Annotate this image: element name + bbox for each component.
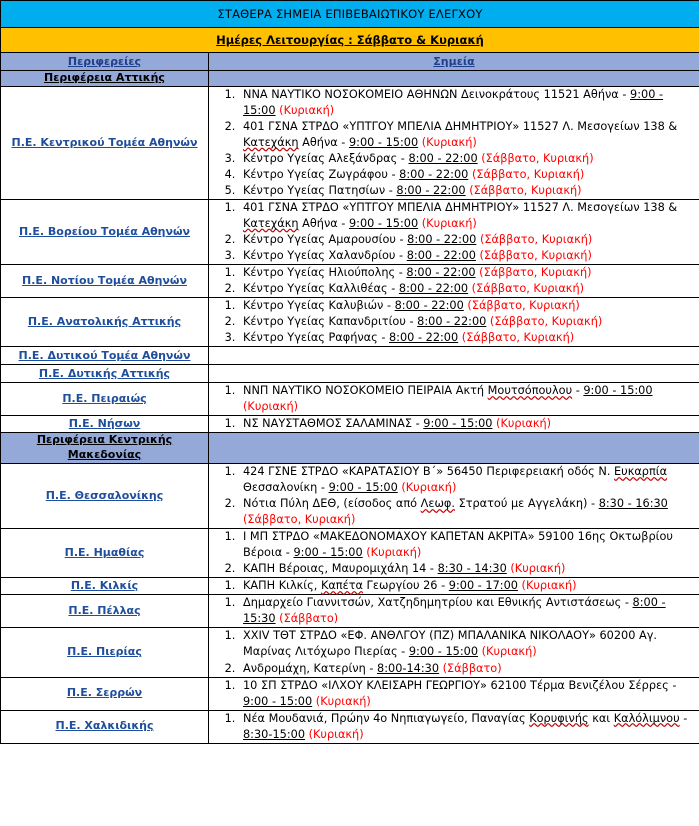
- region-points-cell: [209, 529, 699, 578]
- list-item: 4. Κέντρο Υγείας Ζωγράφου - 8:00 - 22:00 (Σάββατο, Κυριακή): [239, 167, 699, 183]
- region-name-cell[interactable]: [1, 200, 209, 265]
- region-name-label: Π.Ε. Σερρών: [66, 686, 143, 700]
- points-list: [209, 298, 699, 346]
- region-points-cell: [209, 365, 699, 383]
- region-name-label: Π.Ε. Πέλλας: [68, 604, 141, 618]
- points-list: [209, 595, 699, 627]
- region-points-cell: [209, 710, 699, 743]
- region-name-label: Π.Ε. Κεντρικού Τομέα Αθηνών: [11, 135, 198, 149]
- region-name-label: Π.Ε. Ανατολικής Αττικής: [27, 315, 182, 329]
- region-name-cell[interactable]: [1, 365, 209, 383]
- list-item: 2. 401 ΓΣΝΑ ΣΤΡΔΟ «ΥΠΤΓΟΥ ΜΠΕΛΙΑ ΔΗΜΗΤΡΙΟΥ» 11527 Λ. Μεσογείων 138 & Κατεχάκη Αθήνα - 9:00 - 15:00 (Κυριακή): [239, 119, 699, 151]
- points-list: [209, 628, 699, 676]
- region-group-points-empty: [209, 433, 699, 464]
- points-list: [209, 464, 699, 528]
- column-header-regions: [1, 53, 209, 71]
- list-item: 1. XXIV ΤΘΤ ΣΤΡΔΟ «ΕΦ. ΑΝΘΛΓΟΥ (ΠΖ) ΜΠΑΛΑΝΙΚΑ ΝΙΚΟΛΑΟΥ» 60200 Αγ. Μαρίνας Λιτόχωρο Πιερίας - 9:00 - 15:00 (Κυριακή): [239, 628, 699, 660]
- region-points-cell: [209, 578, 699, 595]
- table-row: [1, 365, 699, 383]
- region-points-cell: [209, 383, 699, 416]
- points-list: [209, 578, 699, 594]
- table-row: [1, 298, 699, 347]
- region-points-cell: [209, 86, 699, 199]
- region-points-cell: [209, 347, 699, 365]
- list-item: 3. Κέντρο Υγείας Ραφήνας - 8:00 - 22:00 (Σάββατο, Κυριακή): [239, 330, 699, 346]
- points-list: [209, 529, 699, 577]
- region-name-cell[interactable]: [1, 265, 209, 298]
- region-points-cell: [209, 677, 699, 710]
- table-row: [1, 347, 699, 365]
- points-list: [209, 711, 699, 743]
- region-points-cell: [209, 595, 699, 628]
- table-row: [1, 710, 699, 743]
- operating-days-text: Ημέρες Λειτουργίας : Σάββατο & Κυριακή: [216, 33, 484, 47]
- list-item: 2. Νότια Πύλη ΔΕΘ, (είσοδος από Λεωφ. Στρατού με Αγγελάκη) - 8:30 - 16:30 (Σάββατο, Κυριακή): [239, 496, 699, 528]
- table-row: [1, 265, 699, 298]
- region-name-label: Π.Ε. Χαλκιδικής: [55, 719, 154, 733]
- table-row: [1, 464, 699, 529]
- table-row: [1, 200, 699, 265]
- region-points-cell: [209, 298, 699, 347]
- region-name-cell[interactable]: [1, 595, 209, 628]
- list-item: 1. 424 ΓΣΝΕ ΣΤΡΔΟ «ΚΑΡΑΤΑΣΙΟΥ Β΄» 56450 Περιφερειακή οδός Ν. Ευκαρπία Θεσσαλονίκη - 9:00 - 15:00 (Κυριακή): [239, 464, 699, 496]
- list-item: 1. Δημαρχείο Γιαννιτσών, Χατζηδημητρίου και Εθνικής Αντιστάσεως - 8:00 - 15:30 (Σάββατο): [239, 595, 699, 627]
- region-name-label: Π.Ε. Νοτίου Τομέα Αθηνών: [22, 274, 187, 288]
- table-row: [1, 383, 699, 416]
- region-name-cell[interactable]: [1, 677, 209, 710]
- region-name-cell[interactable]: [1, 416, 209, 433]
- region-name-cell[interactable]: [1, 529, 209, 578]
- list-item: 2. Κέντρο Υγείας Καπανδριτίου - 8:00 - 22:00 (Σάββατο, Κυριακή): [239, 314, 699, 330]
- list-item: 1. ΝΝΠ ΝΑΥΤΙΚΟ ΝΟΣΟΚΟΜΕΙΟ ΠΕΙΡΑΙΑ Ακτή Μουτσόπουλου - 9:00 - 15:00 (Κυριακή): [239, 383, 699, 415]
- region-name-cell[interactable]: [1, 86, 209, 199]
- points-list: [209, 200, 699, 264]
- table-row: [1, 628, 699, 677]
- region-name-label: Π.Ε. Πιερίας: [67, 645, 142, 659]
- region-group-header: [1, 433, 209, 464]
- list-item: 2. Κέντρο Υγείας Καλλιθέας - 8:00 - 22:00 (Σάββατο, Κυριακή): [239, 281, 699, 297]
- region-name-label: Π.Ε. Κιλκίς: [70, 579, 139, 593]
- table-row: [1, 595, 699, 628]
- operating-days-banner: [1, 28, 699, 53]
- region-group-points-empty: [209, 71, 699, 87]
- list-item: 1. Ι ΜΠ ΣΤΡΔΟ «ΜΑΚΕΔΟΝΟΜΑΧΟΥ ΚΑΠΕΤΑΝ ΑΚΡΙΤΑ» 59100 16ης Οκτωβρίου Βέροια - 9:00 - 15:00 (Κυριακή): [239, 529, 699, 561]
- list-item: 2. ΚΑΠΗ Βέροιας, Μαυρομιχάλη 14 - 8:30 - 14:30 (Κυριακή): [239, 561, 699, 577]
- region-name-cell[interactable]: [1, 710, 209, 743]
- region-name-label: Π.Ε. Δυτικού Τομέα Αθηνών: [18, 348, 191, 362]
- table-row: [1, 416, 699, 433]
- region-group-label: Περιφέρεια Αττικής: [44, 71, 165, 84]
- region-name-cell[interactable]: [1, 298, 209, 347]
- region-points-cell: [209, 265, 699, 298]
- list-item: 1. Κέντρο Υγείας Ηλιούπολης - 8:00 - 22:00 (Σάββατο, Κυριακή): [239, 265, 699, 281]
- region-name-label: Π.Ε. Δυτικής Αττικής: [38, 366, 171, 380]
- points-list: [209, 416, 699, 432]
- points-list: [209, 678, 699, 710]
- points-list: [209, 87, 699, 199]
- list-item: 1. ΝΣ ΝΑΥΣΤΑΘΜΟΣ ΣΑΛΑΜΙΝΑΣ - 9:00 - 15:00 (Κυριακή): [239, 416, 699, 432]
- region-name-cell[interactable]: [1, 347, 209, 365]
- table-row: [1, 677, 699, 710]
- list-item: 1. ΝΝΑ ΝΑΥΤΙΚΟ ΝΟΣΟΚΟΜΕΙΟ ΑΘΗΝΩΝ Δεινοκράτους 11521 Αθήνα - 9:00 - 15:00 (Κυριακή): [239, 87, 699, 119]
- column-header-points: [209, 53, 699, 71]
- table-row: [1, 529, 699, 578]
- region-name-cell[interactable]: [1, 464, 209, 529]
- column-header-regions-label: Περιφερείες: [67, 55, 142, 68]
- list-item: 2. Κέντρο Υγείας Αμαρουσίου - 8:00 - 22:00 (Σάββατο, Κυριακή): [239, 232, 699, 248]
- region-group-header: [1, 71, 209, 87]
- region-points-cell: [209, 464, 699, 529]
- region-group-label: Περιφέρεια Κεντρικής Μακεδονίας: [36, 433, 173, 462]
- list-item: 1. 10 ΣΠ ΣΤΡΔΟ «ΙΛΧΟΥ ΚΛΕΙΣΑΡΗ ΓΕΩΡΓΙΟΥ» 62100 Τέρμα Βενιζέλου Σέρρες - 9:00 - 15:00 (Κυριακή): [239, 678, 699, 710]
- column-header-points-label: Σημεία: [433, 55, 475, 68]
- list-item: 3. Κέντρο Υγείας Αλεξάνδρας - 8:00 - 22:00 (Σάββατο, Κυριακή): [239, 151, 699, 167]
- list-item: 1. 401 ΓΣΝΑ ΣΤΡΔΟ «ΥΠΤΓΟΥ ΜΠΕΛΙΑ ΔΗΜΗΤΡΙΟΥ» 11527 Λ. Μεσογείων 138 & Κατεχάκη Αθήνα - 9:00 - 15:00 (Κυριακή): [239, 200, 699, 232]
- region-name-label: Π.Ε. Νήσων: [68, 417, 141, 431]
- points-list: [209, 383, 699, 415]
- region-name-cell[interactable]: [1, 383, 209, 416]
- document-title: ΣΤΑΘΕΡΑ ΣΗΜΕΙΑ ΕΠΙΒΕΒΑΙΩΤΙΚΟΥ ΕΛΕΓΧΟΥ: [1, 1, 699, 28]
- region-name-label: Π.Ε. Πειραιώς: [62, 392, 147, 406]
- region-name-cell[interactable]: [1, 628, 209, 677]
- region-points-cell: [209, 200, 699, 265]
- points-list: [209, 265, 699, 297]
- list-item: 1. Κέντρο Υγείας Καλυβιών - 8:00 - 22:00 (Σάββατο, Κυριακή): [239, 298, 699, 314]
- list-item: 5. Κέντρο Υγείας Πατησίων - 8:00 - 22:00 (Σάββατο, Κυριακή): [239, 183, 699, 199]
- region-name-cell[interactable]: [1, 578, 209, 595]
- region-points-cell: [209, 628, 699, 677]
- table-row: [1, 86, 699, 199]
- list-item: 1. ΚΑΠΗ Κιλκίς, Καπέτα Γεωργίου 26 - 9:00 - 17:00 (Κυριακή): [239, 578, 699, 594]
- list-item: 1. Νέα Μουδανιά, Πρώην 4ο Νηπιαγωγείο, Παναγίας Κορυφινής και Καλόλιμνου - 8:30-15:00 (Κυριακή): [239, 711, 699, 743]
- region-points-cell: [209, 416, 699, 433]
- region-name-label: Π.Ε. Θεσσαλονίκης: [45, 489, 164, 503]
- region-name-label: Π.Ε. Βορείου Τομέα Αθηνών: [18, 224, 191, 238]
- region-name-label: Π.Ε. Ημαθίας: [64, 546, 145, 560]
- list-item: 2. Ανδρομάχη, Κατερίνη - 8:00-14:30 (Σάββατο): [239, 661, 699, 677]
- list-item: 3. Κέντρο Υγείας Χαλανδρίου - 8:00 - 22:00 (Σάββατο, Κυριακή): [239, 248, 699, 264]
- table-row: [1, 578, 699, 595]
